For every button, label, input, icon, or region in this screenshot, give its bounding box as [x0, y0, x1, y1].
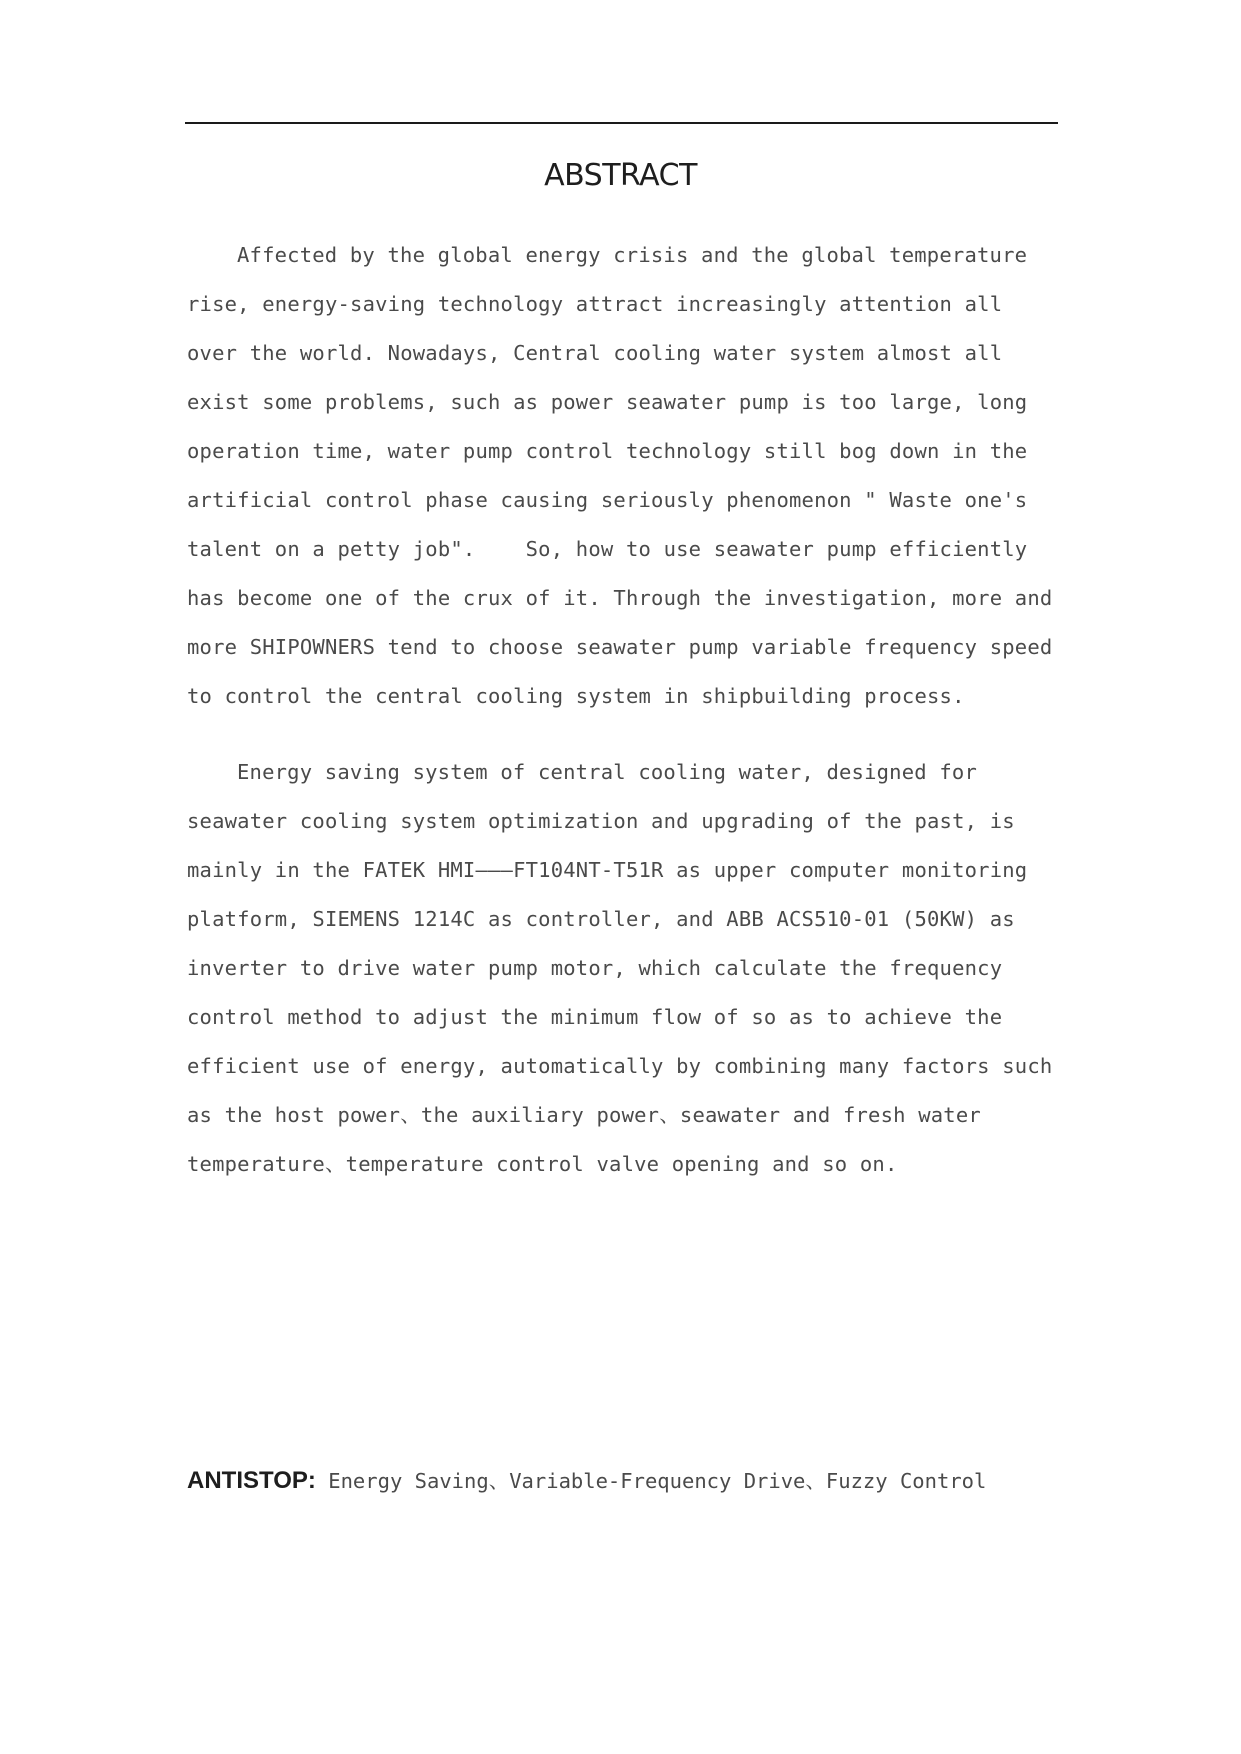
keywords-separator: :	[307, 1467, 316, 1494]
paragraph-line: over the world. Nowadays, Central cooling water system almost all	[187, 341, 1003, 365]
abstract-paragraph-1	[187, 231, 1077, 721]
paragraph-line: as the host power、the auxiliary power、seawater and fresh water	[187, 1103, 981, 1127]
paragraph-line: operation time, water pump control technology still bog down in the	[187, 439, 1028, 463]
paragraph-line: efficient use of energy, automatically by combining many factors such	[187, 1054, 1053, 1078]
paragraph-line: Energy saving system of central cooling water, designed for	[237, 760, 977, 784]
paragraph-line: control method to adjust the minimum flow of so as to achieve the	[187, 1005, 1003, 1029]
paragraph-line: temperature、temperature control valve opening and so on.	[187, 1152, 898, 1176]
header-rule	[185, 122, 1058, 124]
paragraph-line: mainly in the FATEK HMI———FT104NT-T51R as upper computer monitoring	[187, 858, 1028, 882]
keywords-label: ANTISTOP	[187, 1467, 308, 1494]
keywords-line	[187, 1461, 986, 1504]
abstract-paragraph-2	[187, 748, 1077, 1189]
abstract-title: ABSTRACT	[544, 158, 697, 193]
paragraph-line: exist some problems, such as power seawater pump is too large, long	[187, 390, 1028, 414]
paragraph-line: has become one of the crux of it. Through the investigation, more and	[187, 586, 1053, 610]
keywords-text: Energy Saving、Variable-Frequency Drive、Fuzzy Control	[315, 1469, 987, 1493]
paragraph-line: platform, SIEMENS 1214C as controller, and ABB ACS510-01 (50KW) as	[187, 907, 1015, 931]
paragraph-line: inverter to drive water pump motor, which calculate the frequency	[187, 956, 1003, 980]
paragraph-line: to control the central cooling system in shipbuilding process.	[187, 684, 965, 708]
paragraph-line: Affected by the global energy crisis and the global temperature	[237, 243, 1028, 267]
paragraph-line: rise, energy-saving technology attract increasingly attention all	[187, 292, 1003, 316]
paragraph-line: seawater cooling system optimization and upgrading of the past, is	[187, 809, 1015, 833]
paragraph-line: artificial control phase causing seriously phenomenon " Waste one's	[187, 488, 1028, 512]
paragraph-line: more SHIPOWNERS tend to choose seawater pump variable frequency speed	[187, 635, 1053, 659]
paragraph-line: talent on a petty job". So, how to use seawater pump efficiently	[187, 537, 1028, 561]
